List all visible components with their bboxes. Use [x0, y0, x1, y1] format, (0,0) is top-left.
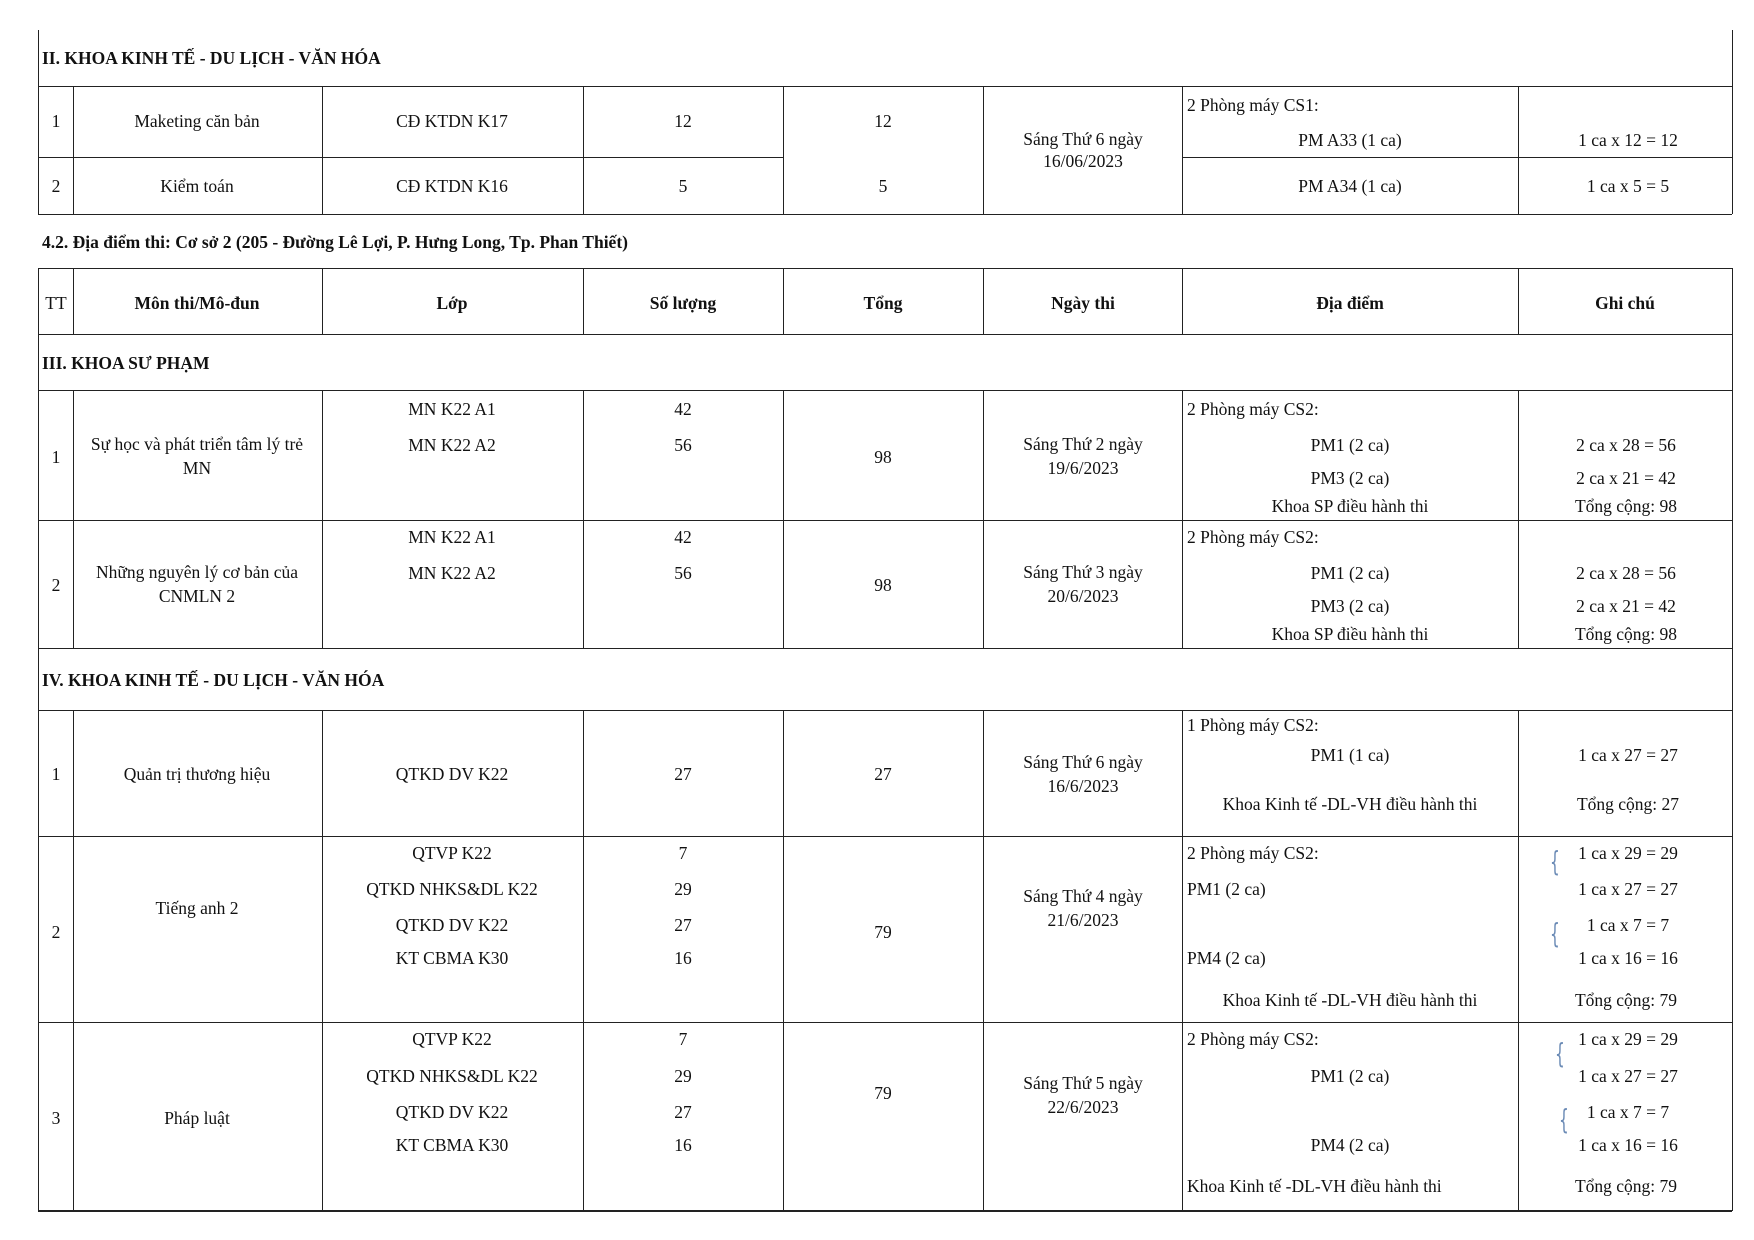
- location-room: PM A33 (1 ca): [1298, 130, 1402, 150]
- class-name: CĐ KTDN K16: [396, 176, 508, 196]
- exam-date: Sáng Thứ 5 ngày: [1023, 1073, 1143, 1093]
- location-header: 2 Phòng máy CS1:: [1187, 95, 1319, 115]
- location-room: PM1 (2 ca): [1310, 435, 1390, 455]
- note: 1 ca x 27 = 27: [1578, 1066, 1678, 1086]
- location-room: PM A34 (1 ca): [1298, 176, 1402, 196]
- class-name: MN K22 A2: [408, 435, 496, 455]
- subject-name: Tiếng anh 2: [155, 898, 239, 918]
- class-name: QTKD DV K22: [395, 764, 509, 784]
- note-total: Tổng cộng: 98: [1574, 496, 1678, 516]
- total-count: 12: [874, 111, 892, 131]
- exam-date: Sáng Thứ 6 ngày 16/06/2023: [1023, 129, 1143, 171]
- total-count: 98: [874, 575, 892, 595]
- location-heading: 4.2. Địa điểm thi: Cơ sở 2 (205 - Đường Lê Lợi, P. Hưng Long, Tp. Phan Thiết): [42, 232, 628, 252]
- student-count: 56: [674, 563, 692, 583]
- header-subject: Môn thi/Mô-đun: [134, 293, 260, 313]
- note: 2 ca x 28 = 56: [1576, 563, 1676, 583]
- exam-date: Sáng Thứ 2 ngày: [1023, 434, 1143, 454]
- student-count: 7: [678, 1029, 688, 1049]
- note: 1 ca x 5 = 5: [1586, 176, 1670, 196]
- class-name: CĐ KTDN K17: [396, 111, 508, 131]
- class-name: MN K22 A1: [408, 399, 496, 419]
- total-count: 79: [874, 922, 892, 942]
- note: 1 ca x 7 = 7: [1586, 1102, 1670, 1122]
- subject-name: Pháp luật: [164, 1108, 230, 1128]
- student-count: 27: [674, 915, 692, 935]
- note: 1 ca x 7 = 7: [1586, 915, 1670, 935]
- exam-date-line2: 16/6/2023: [1047, 776, 1119, 796]
- brace-icon: {: [1550, 845, 1560, 878]
- note: 1 ca x 27 = 27: [1578, 745, 1678, 765]
- student-count: 16: [674, 948, 692, 968]
- location-room: PM1 (2 ca): [1310, 563, 1390, 583]
- total-count: 27: [874, 764, 892, 784]
- note-total: Tổng cộng: 79: [1574, 990, 1678, 1010]
- class-name: QTKD NHKS&DL K22: [366, 879, 538, 899]
- note: 1 ca x 16 = 16: [1578, 948, 1678, 968]
- note-total: Tổng cộng: 27: [1576, 794, 1680, 814]
- note: 1 ca x 16 = 16: [1578, 1135, 1678, 1155]
- class-name: QTKD DV K22: [395, 915, 509, 935]
- student-count: 7: [678, 843, 688, 863]
- class-name: MN K22 A2: [408, 563, 496, 583]
- class-name: QTKD NHKS&DL K22: [366, 1066, 538, 1086]
- location-supervisor: Khoa Kinh tế -DL-VH điều hành thi: [1222, 794, 1478, 814]
- location-room: PM3 (2 ca): [1310, 596, 1390, 616]
- total-count: 79: [874, 1083, 892, 1103]
- header-note: Ghi chú: [1595, 293, 1655, 313]
- row-number: 1: [51, 111, 61, 131]
- note: 2 ca x 28 = 56: [1576, 435, 1676, 455]
- student-count: 12: [674, 111, 692, 131]
- header-class: Lớp: [436, 293, 468, 313]
- note: 1 ca x 29 = 29: [1578, 843, 1678, 863]
- location-room: PM1 (1 ca): [1310, 745, 1390, 765]
- location-room: PM3 (2 ca): [1310, 468, 1390, 488]
- location-room: PM1 (2 ca): [1310, 1066, 1390, 1086]
- location-header: 2 Phòng máy CS2:: [1187, 527, 1319, 547]
- row-number: 2: [51, 176, 61, 196]
- header-location: Địa điểm: [1316, 293, 1384, 313]
- subject-name-line2: MN: [182, 458, 212, 478]
- brace-icon: {: [1550, 917, 1560, 950]
- header-tt: TT: [45, 293, 67, 313]
- note-total: Tổng cộng: 98: [1574, 624, 1678, 644]
- student-count: 42: [674, 527, 692, 547]
- total-count: 5: [878, 176, 888, 196]
- location-supervisor: Khoa SP điều hành thi: [1271, 496, 1429, 516]
- subject-name: Quản trị thương hiệu: [123, 764, 271, 784]
- class-name: QTKD DV K22: [395, 1102, 509, 1122]
- subject-name: Maketing căn bản: [134, 111, 260, 131]
- note: 1 ca x 12 = 12: [1578, 130, 1678, 150]
- section-title-ii: II. KHOA KINH TẾ - DU LỊCH - VĂN HÓA: [42, 48, 381, 68]
- subject-name: Kiểm toán: [160, 176, 234, 196]
- student-count: 5: [678, 176, 688, 196]
- exam-date: Sáng Thứ 4 ngày: [1023, 886, 1143, 906]
- location-header: 1 Phòng máy CS2:: [1187, 715, 1319, 735]
- student-count: 27: [674, 764, 692, 784]
- row-number: 1: [51, 764, 61, 784]
- header-total: Tổng: [863, 293, 903, 313]
- location-supervisor: Khoa SP điều hành thi: [1271, 624, 1429, 644]
- section-title-iii: III. KHOA SƯ PHẠM: [42, 353, 210, 373]
- class-name: QTVP K22: [412, 1029, 492, 1049]
- student-count: 42: [674, 399, 692, 419]
- location-header: 2 Phòng máy CS2:: [1187, 399, 1319, 419]
- note: 1 ca x 27 = 27: [1578, 879, 1678, 899]
- row-number: 1: [51, 447, 61, 467]
- location-room: PM4 (2 ca): [1310, 1135, 1390, 1155]
- exam-date-line2: 19/6/2023: [1047, 458, 1119, 478]
- location-room: PM1 (2 ca): [1187, 879, 1266, 899]
- note: 2 ca x 21 = 42: [1576, 596, 1676, 616]
- student-count: 29: [674, 879, 692, 899]
- exam-date-line2: 20/6/2023: [1047, 586, 1119, 606]
- header-date: Ngày thi: [1051, 293, 1115, 313]
- subject-name-line2: CNMLN 2: [158, 586, 236, 606]
- location-room: PM4 (2 ca): [1187, 948, 1266, 968]
- header-count: Số lượng: [649, 293, 717, 313]
- exam-date-line2: 21/6/2023: [1047, 910, 1119, 930]
- class-name: KT CBMA K30: [395, 948, 509, 968]
- student-count: 16: [674, 1135, 692, 1155]
- location-supervisor: Khoa Kinh tế -DL-VH điều hành thi: [1222, 990, 1478, 1010]
- brace-icon: {: [1555, 1037, 1565, 1070]
- class-name: QTVP K22: [412, 843, 492, 863]
- section-title-iv: IV. KHOA KINH TẾ - DU LỊCH - VĂN HÓA: [42, 670, 385, 690]
- exam-date: Sáng Thứ 6 ngày: [1023, 752, 1143, 772]
- note: 1 ca x 29 = 29: [1578, 1029, 1678, 1049]
- brace-icon: {: [1559, 1103, 1569, 1136]
- total-count: 98: [874, 447, 892, 467]
- location-supervisor: Khoa Kinh tế -DL-VH điều hành thi: [1187, 1176, 1442, 1196]
- row-number: 2: [51, 575, 61, 595]
- subject-name: Sự học và phát triển tâm lý trẻ: [90, 434, 304, 454]
- class-name: MN K22 A1: [408, 527, 496, 547]
- exam-date-line2: 22/6/2023: [1047, 1097, 1119, 1117]
- note-total: Tổng cộng: 79: [1574, 1176, 1678, 1196]
- student-count: 56: [674, 435, 692, 455]
- note: 2 ca x 21 = 42: [1576, 468, 1676, 488]
- row-number: 2: [51, 922, 61, 942]
- student-count: 27: [674, 1102, 692, 1122]
- student-count: 29: [674, 1066, 692, 1086]
- location-header: 2 Phòng máy CS2:: [1187, 843, 1319, 863]
- class-name: KT CBMA K30: [395, 1135, 509, 1155]
- location-header: 2 Phòng máy CS2:: [1187, 1029, 1319, 1049]
- row-number: 3: [51, 1108, 61, 1128]
- exam-date: Sáng Thứ 3 ngày: [1023, 562, 1143, 582]
- subject-name: Những nguyên lý cơ bản của: [96, 562, 298, 582]
